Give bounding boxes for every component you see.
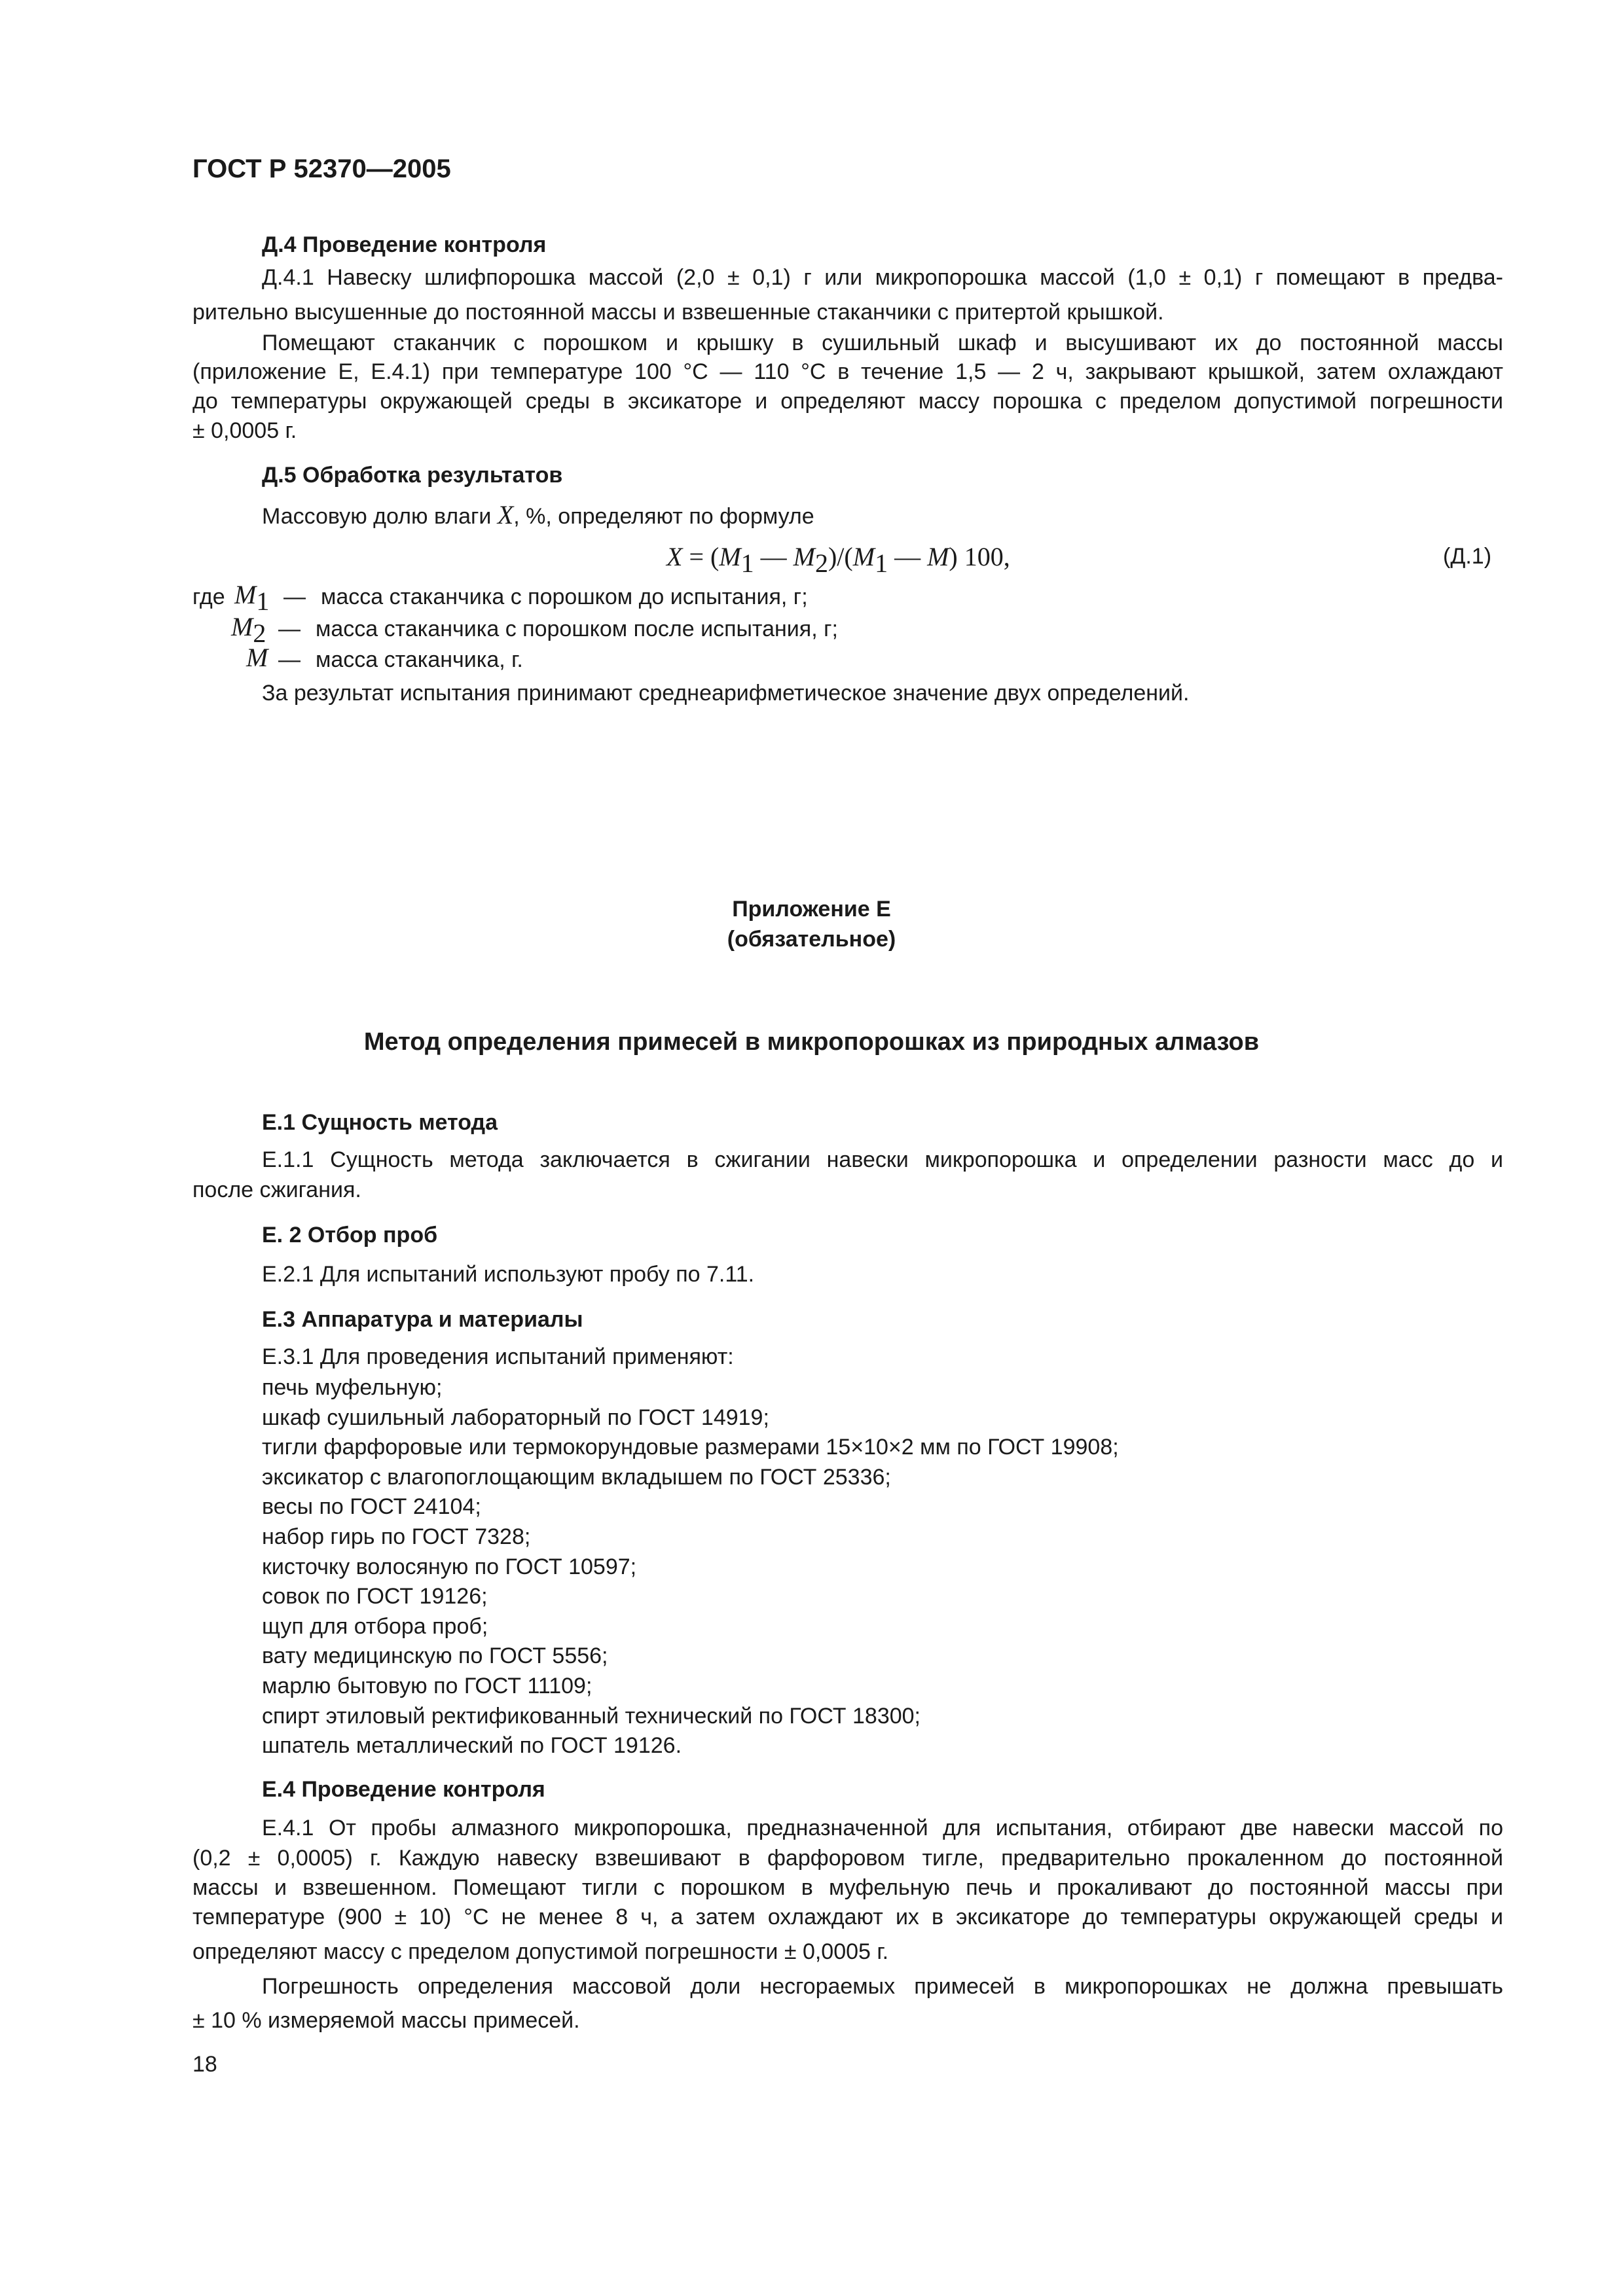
formula-part: 2: [814, 548, 828, 578]
formula-intro-pre: Массовую долю влаги: [262, 504, 498, 529]
where-desc-2: масса стаканчика с порошком после испытания, г;: [316, 617, 838, 641]
formula-part: M: [719, 542, 741, 571]
formula-intro-post: , %, определяют по формуле: [513, 504, 814, 529]
paragraph-e4-2-line-1: Погрешность определения массовой доли несгораемых примесей в микропорошках не должна превышать: [262, 1974, 1503, 1999]
formula-part: = (: [682, 542, 720, 571]
where-var-m: [246, 641, 268, 675]
formula-part: 1: [740, 548, 754, 578]
formula-intro-variable: X: [497, 500, 514, 529]
formula-part: M: [793, 542, 815, 571]
paragraph-e4-1-line-2: (0,2 ± 0,0005) г. Каждую навеску взвешивают в фарфоровом тигле, предварительно прокаленном до постоянной: [192, 1846, 1503, 1871]
section-heading-e2: Е. 2 Отбор проб: [262, 1223, 438, 1247]
list-item: марлю бытовую по ГОСТ 11109;: [262, 1674, 593, 1698]
formula-part: X: [666, 542, 683, 571]
formula-part: —: [888, 542, 928, 571]
formula-part: M: [927, 542, 949, 571]
paragraph-e2-1: Е.2.1 Для испытаний используют пробу по 7.11.: [262, 1262, 755, 1287]
list-item: тигли фарфоровые или термокорундовые размерами 15×10×2 мм по ГОСТ 19908;: [262, 1435, 1119, 1460]
section-heading-d5: Д.5 Обработка результатов: [262, 463, 563, 488]
paragraph-e4-2-line-2: ± 10 % измеряемой массы примесей.: [192, 2008, 580, 2033]
formula-d1: [666, 541, 1010, 580]
formula-part: 1: [875, 548, 888, 578]
where-dash-2: —: [278, 617, 301, 641]
formula-part: —: [754, 542, 793, 571]
formula-part: )/(: [828, 542, 853, 571]
formula-part: ) 100,: [949, 542, 1010, 571]
result-statement: За результат испытания принимают среднеарифметическое значение двух определений.: [262, 681, 1190, 706]
formula-number: (Д.1): [1443, 544, 1492, 569]
list-item: эксикатор с влагопоглощающим вкладышем по ГОСТ 25336;: [262, 1465, 891, 1490]
where-var-m-symbol: M: [246, 643, 268, 672]
appendix-title: Приложение Е: [732, 897, 891, 922]
formula-part: M: [852, 542, 875, 571]
document-code: ГОСТ Р 52370—2005: [192, 154, 451, 183]
where-desc-3: масса стаканчика, г.: [316, 647, 523, 672]
list-item: спирт этиловый ректификованный технический по ГОСТ 18300;: [262, 1704, 921, 1729]
list-item: вату медицинскую по ГОСТ 5556;: [262, 1643, 608, 1668]
paragraph-d4-2-line-1: Помещают стаканчик с порошком и крышку в сушильный шкаф и высушивают их до постоянной массы: [262, 331, 1503, 355]
where-dash-1: —: [283, 584, 306, 609]
paragraph-e4-1-line-5: определяют массу с пределом допустимой погрешности ± 0,0005 г.: [192, 1939, 889, 1964]
list-item: кисточку волосяную по ГОСТ 10597;: [262, 1554, 637, 1579]
section-heading-e4: Е.4 Проведение контроля: [262, 1777, 545, 1802]
section-heading-e1: Е.1 Сущность метода: [262, 1110, 498, 1135]
page-number: 18: [192, 2052, 217, 2077]
paragraph-d4-2-line-2: (приложение Е, Е.4.1) при температуре 100 °С — 110 °С в течение 1,5 — 2 ч, закрывают крышкой, затем охлаждают: [192, 359, 1503, 384]
paragraph-e4-1-line-1: Е.4.1 От пробы алмазного микропорошка, предназначенной для испытания, отбирают две навески массой по: [262, 1816, 1503, 1840]
section-heading-e3: Е.3 Аппаратура и материалы: [262, 1307, 583, 1332]
paragraph-d4-2-line-3: до температуры окружающей среды в эксикаторе и определяют массу порошка с пределом допустимой погрешности: [192, 389, 1503, 414]
list-item: набор гирь по ГОСТ 7328;: [262, 1524, 531, 1549]
list-item: печь муфельную;: [262, 1375, 443, 1400]
appendix-status: (обязательное): [727, 927, 896, 952]
method-title: Метод определения примесей в микропорошках из природных алмазов: [363, 1028, 1260, 1056]
list-item: щуп для отбора проб;: [262, 1614, 488, 1639]
paragraph-d4-1-line-1: Д.4.1 Навеску шлифпорошка массой (2,0 ± 0,1) г или микропорошка массой (1,0 ± 0,1) г помещают в предва-: [262, 265, 1503, 290]
paragraph-d4-2-line-4: ± 0,0005 г.: [192, 418, 297, 443]
list-item: весы по ГОСТ 24104;: [262, 1494, 481, 1519]
where-dash-3: —: [278, 647, 301, 672]
where-word: где: [192, 584, 225, 609]
formula-intro: [262, 500, 814, 531]
paragraph-e1-1-line-1: Е.1.1 Сущность метода заключается в сжигании навески микропорошка и определении разности масс до и: [262, 1147, 1503, 1172]
list-item: совок по ГОСТ 19126;: [262, 1584, 488, 1609]
where-var-m2-symbol: M: [231, 612, 253, 641]
paragraph-e3-1: Е.3.1 Для проведения испытаний применяют:: [262, 1344, 734, 1369]
paragraph-e4-1-line-3: массы и взвешенном. Помещают тигли с порошком в муфельную печь и прокаливают до постоянной массы при: [192, 1875, 1503, 1900]
paragraph-d4-1-line-2: рительно высушенные до постоянной массы и взвешенные стаканчики с притертой крышкой.: [192, 300, 1164, 325]
list-item: шпатель металлический по ГОСТ 19126.: [262, 1733, 682, 1758]
where-var-m2-sub: 2: [253, 619, 266, 648]
list-item: шкаф сушильный лабораторный по ГОСТ 14919;: [262, 1405, 769, 1430]
where-desc-1: масса стаканчика с порошком до испытания, г;: [321, 584, 808, 609]
where-var-m1-sub: 1: [256, 586, 270, 616]
section-heading-d4: Д.4 Проведение контроля: [262, 232, 547, 257]
paragraph-e4-1-line-4: температуре (900 ± 10) °С не менее 8 ч, а затем охлаждают их в эксикаторе до температуры окружающей среды и: [192, 1905, 1503, 1929]
paragraph-e1-1-line-2: после сжигания.: [192, 1177, 361, 1202]
where-var-m1-symbol: M: [234, 580, 257, 609]
